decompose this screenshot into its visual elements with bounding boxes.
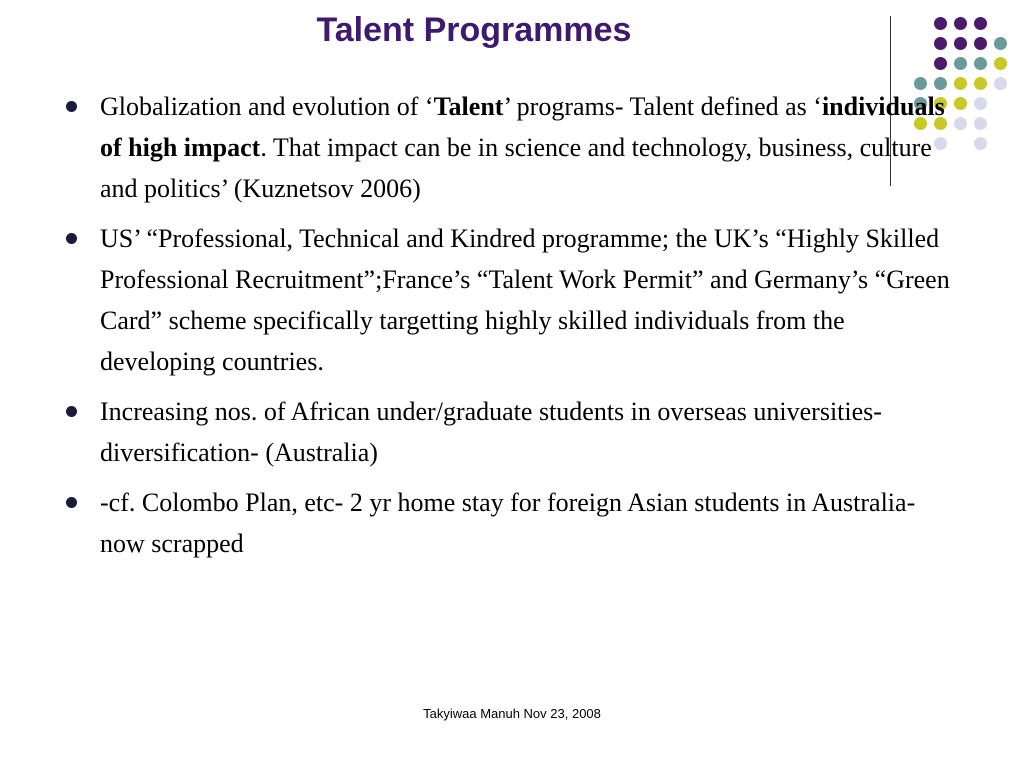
decorative-dot — [934, 37, 947, 50]
slide-footer: Takyiwaa Manuh Nov 23, 2008 — [423, 706, 601, 721]
decorative-dot — [974, 17, 987, 30]
bullet-text: US’ “Professional, Technical and Kindred programme; the UK’s “Highly Skilled Professional Recruitment”;France’s “Talent Work Permit” and Germany’s “Green Card” scheme specifically targetting highly skilled individuals from the developing countries. — [100, 224, 950, 376]
decorative-dot — [934, 17, 947, 30]
decorative-dot — [994, 77, 1007, 90]
bullet-item — [64, 482, 964, 564]
bullet-text: Increasing nos. of African under/graduate students in overseas universities- diversification- (Australia) — [100, 397, 882, 467]
bullet-text: . That impact can be in science and technology, business, culture and politics’ (Kuznetsov 2006) — [100, 133, 932, 203]
bullet-bold-text: individuals of high impact — [100, 92, 945, 162]
decorative-dot — [974, 137, 987, 150]
bullet-list — [64, 86, 964, 573]
decorative-dot — [954, 57, 967, 70]
bullet-dot-icon — [66, 233, 77, 244]
decorative-dot — [974, 117, 987, 130]
decorative-dot — [974, 57, 987, 70]
decorative-dot — [974, 77, 987, 90]
decorative-dot — [934, 57, 947, 70]
decorative-dot — [994, 57, 1007, 70]
bullet-dot-icon — [66, 406, 77, 417]
bullet-text: ’ programs- Talent defined as ‘ — [503, 92, 822, 121]
bullet-item — [64, 86, 964, 209]
decorative-dot — [994, 37, 1007, 50]
decorative-dot — [974, 37, 987, 50]
decorative-dot — [954, 37, 967, 50]
bullet-text: -cf. Colombo Plan, etc- 2 yr home stay for foreign Asian students in Australia- now scrapped — [100, 488, 916, 558]
decorative-dot — [954, 17, 967, 30]
slide-title: Talent Programmes — [316, 11, 632, 49]
decorative-dot — [974, 97, 987, 110]
bullet-item — [64, 218, 964, 382]
bullet-dot-icon — [66, 101, 77, 112]
bullet-dot-icon — [66, 497, 77, 508]
bullet-item — [64, 391, 964, 473]
bullet-text: Globalization and evolution of ‘ — [100, 92, 434, 121]
bullet-bold-text: Talent — [433, 92, 504, 121]
